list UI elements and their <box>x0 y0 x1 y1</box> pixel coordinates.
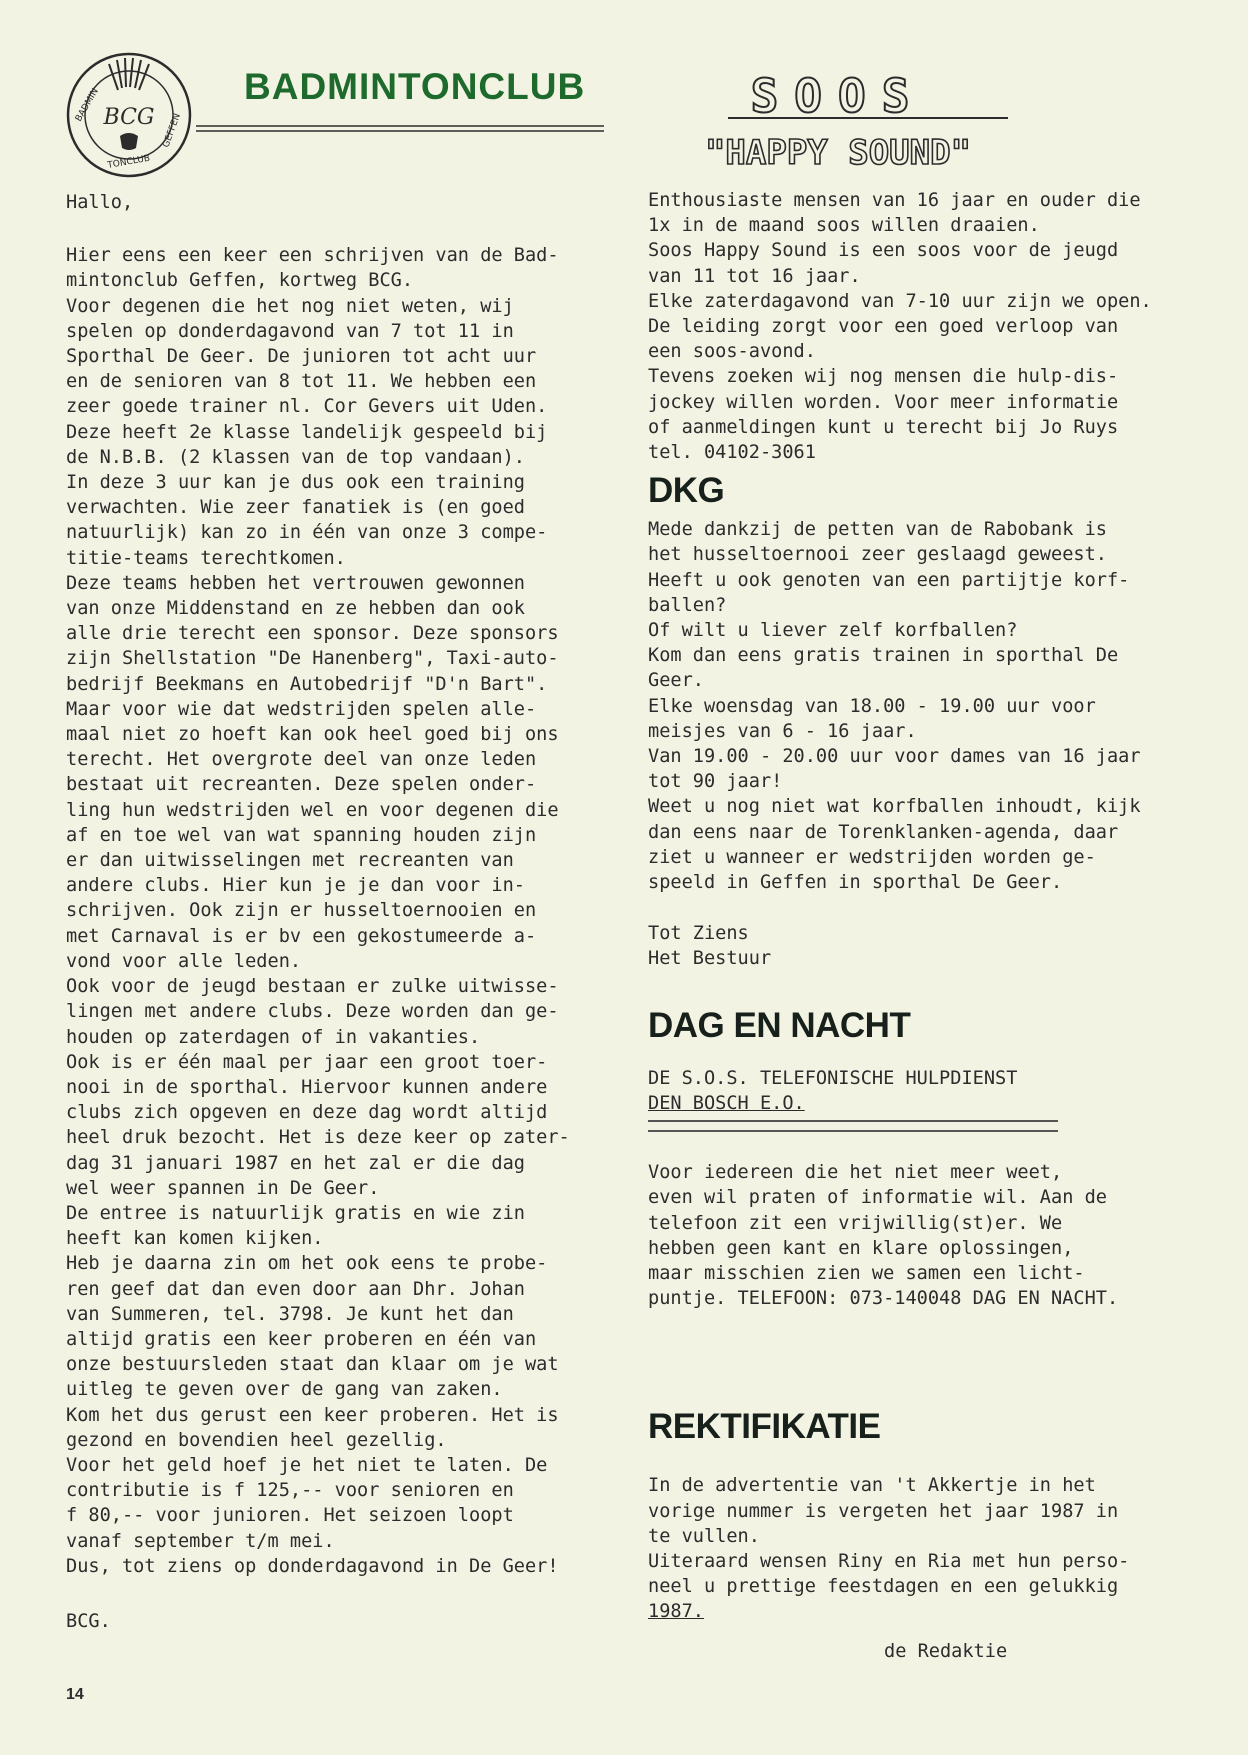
svg-text:BADMIN: BADMIN <box>73 86 101 124</box>
rektifikatie-body: In de advertentie van 't Akkertje in het vorige nummer is vergeten het jaar 1987 in te vullen. Uiteraard wensen Riny en Ria met hun perso- neel u prettige feestdagen en een gelukkig <box>648 1475 1130 1598</box>
redaktie-signature: de Redaktie <box>884 1640 1008 1662</box>
soos-happy-sound-logo <box>648 64 1028 182</box>
badmintonclub-body: Hier eens een keer een schrijven van de Bad- mintonclub Geffen, kortweg BCG. Voor degenen die het nog niet weten, wij spelen op donderdagavond van 7 tot 11 in Sporthal De Geer. De junioren tot acht uur en de senioren van 8 tot 11. We hebben een zeer goede trainer nl. Cor Gevers uit Uden. Deze heeft 2e klasse landelijk gespeeld bij de N.B.B. (2 klassen van de top vandaan). In deze 3 uur kan je dus ook een training verwachten. Wie zeer fanatiek is (en goed natuurlijk) kan zo in één van onze 3 compe- titie-teams terechtkomen. Deze teams hebben het vertrouwen gewonnen van onze Middenstand en ze hebben dan ook alle drie terecht een sponsor. Deze sponsors zijn Shellstation "De Hanenberg", Taxi-auto- bedrijf Beekmans en Autobedrijf "D'n Bart". Maar voor wie dat wedstrijden spelen alle- maal niet zo hoeft kan ook heel goed bij ons terecht. Het overgrote deel van onze leden bestaat uit recreanten. Deze spelen onder- ling hun wedstrijden wel en voor degenen die af en toe wel van wat spanning houden zijn er dan uitwisselingen met recreanten van andere clubs. Hier kun je je dan voor in- schrijven. Ook zijn er husseltoernooien en met Carnaval is er bv een gekostumeerde a- vond voor alle leden. Ook voor de jeugd bestaan er zulke uitwisse- lingen met andere clubs. Deze worden dan ge- houden op zaterdagen of in vakanties. Ook is er één maal per jaar een groot toer- nooi in de sporthal. Hiervoor kunnen andere clubs zich opgeven en deze dag wordt altijd heel druk bezocht. Het is deze keer op zater- dag 31 januari 1987 en het zal er die dag wel weer spannen in De Geer. De entree is natuurlijk gratis en wie zin heeft kan komen kijken. Heb je daarna zin om het ook eens te probe- ren geef dat dan even door aan Dhr. Johan van Summeren, tel. 3798. Je kunt het dan altijd gratis een keer proberen en één van onze bestuursleden staat dan klaar om je wat uitleg te geven over de gang van zaken. Kom het dus gerust een keer proberen. Het is gezond en bovendien heel gezellig. Voor het geld hoef je het niet te laten. De contributie is f 125,-- voor senioren en f 80,-- voor junioren. Het seizoen loopt vanaf september t/m mei. Dus, tot ziens op donderdagavond in De Geer! <box>66 245 570 1577</box>
badmintonclub-article <box>66 190 626 1634</box>
dag-en-nacht-rule <box>648 1120 1058 1132</box>
dag-en-nacht-heading: DAG EN NACHT <box>648 1005 911 1045</box>
badminton-club-logo <box>64 50 194 180</box>
svg-text:SOOS: SOOS <box>750 69 926 123</box>
badmintonclub-title: BADMINTONCLUB <box>244 66 586 107</box>
dkg-signature: Tot Ziens Het Bestuur <box>648 923 772 970</box>
page-number: 14 <box>66 1686 84 1703</box>
dag-en-nacht-subtitle-2: DEN BOSCH E.O. <box>648 1092 805 1114</box>
title-double-rule <box>196 124 604 134</box>
greeting: Hallo, <box>66 192 134 213</box>
dag-en-nacht-body: Voor iedereen die het niet meer weet, even wil praten of informatie wil. Aan de telefoon zit een vrijwillig(st)er. We hebben geen kant en klare oplossingen, maar misschien zien we samen een licht- puntje. TELEFOON: 073-140048 DAG EN NACHT. <box>648 1162 1119 1310</box>
dkg-heading: DKG <box>648 471 725 511</box>
right-column <box>648 188 1208 1664</box>
dkg-body: Mede dankzij de petten van de Rabobank is het husseltoernooi zeer geslaagd geweest. Heeft u ook genoten van een partijtje korf- ballen? Of wilt u liever zelf korfballen? Kom dan eens gratis trainen in sporthal De Geer. Elke woensdag van 18.00 - 19.00 uur voor meisjes van 6 - 16 jaar. Van 19.00 - 20.00 uur voor dames van 16 jaar tot 90 jaar! Weet u nog niet wat korfballen inhoudt, kijk dan eens naar de Torenklanken-agenda, daar ziet u wanneer er wedstrijden worden ge- speeld in Geffen in sporthal De Geer. <box>648 519 1141 894</box>
dag-en-nacht-subtitle-1: DE S.O.S. TELEFONISCHE HULPDIENST <box>648 1067 1018 1089</box>
svg-text:"HAPPY SOUND": "HAPPY SOUND" <box>704 133 972 173</box>
soos-body: Enthousiaste mensen van 16 jaar en ouder die 1x in de maand soos willen draaien. Soos Happy Sound is een soos voor de jeugd van 11 tot 16 jaar. Elke zaterdagavond van 7-10 uur zijn we open. De leiding zorgt voor een goed verloop van een soos-avond. Tevens zoeken wij nog mensen die hulp-dis- jockey willen worden. Voor meer informatie of aanmeldingen kunt u terecht bij Jo Ruys tel. 04102-3061 <box>648 190 1152 464</box>
svg-text:BCG: BCG <box>103 105 155 130</box>
rektifikatie-year: 1987. <box>648 1601 704 1623</box>
rektifikatie-heading: REKTIFIKATIE <box>648 1407 881 1447</box>
badmintonclub-signature: BCG. <box>66 1610 111 1632</box>
svg-text:TONCLUB: TONCLUB <box>106 153 151 171</box>
svg-text:GEFFEN: GEFFEN <box>161 112 183 150</box>
